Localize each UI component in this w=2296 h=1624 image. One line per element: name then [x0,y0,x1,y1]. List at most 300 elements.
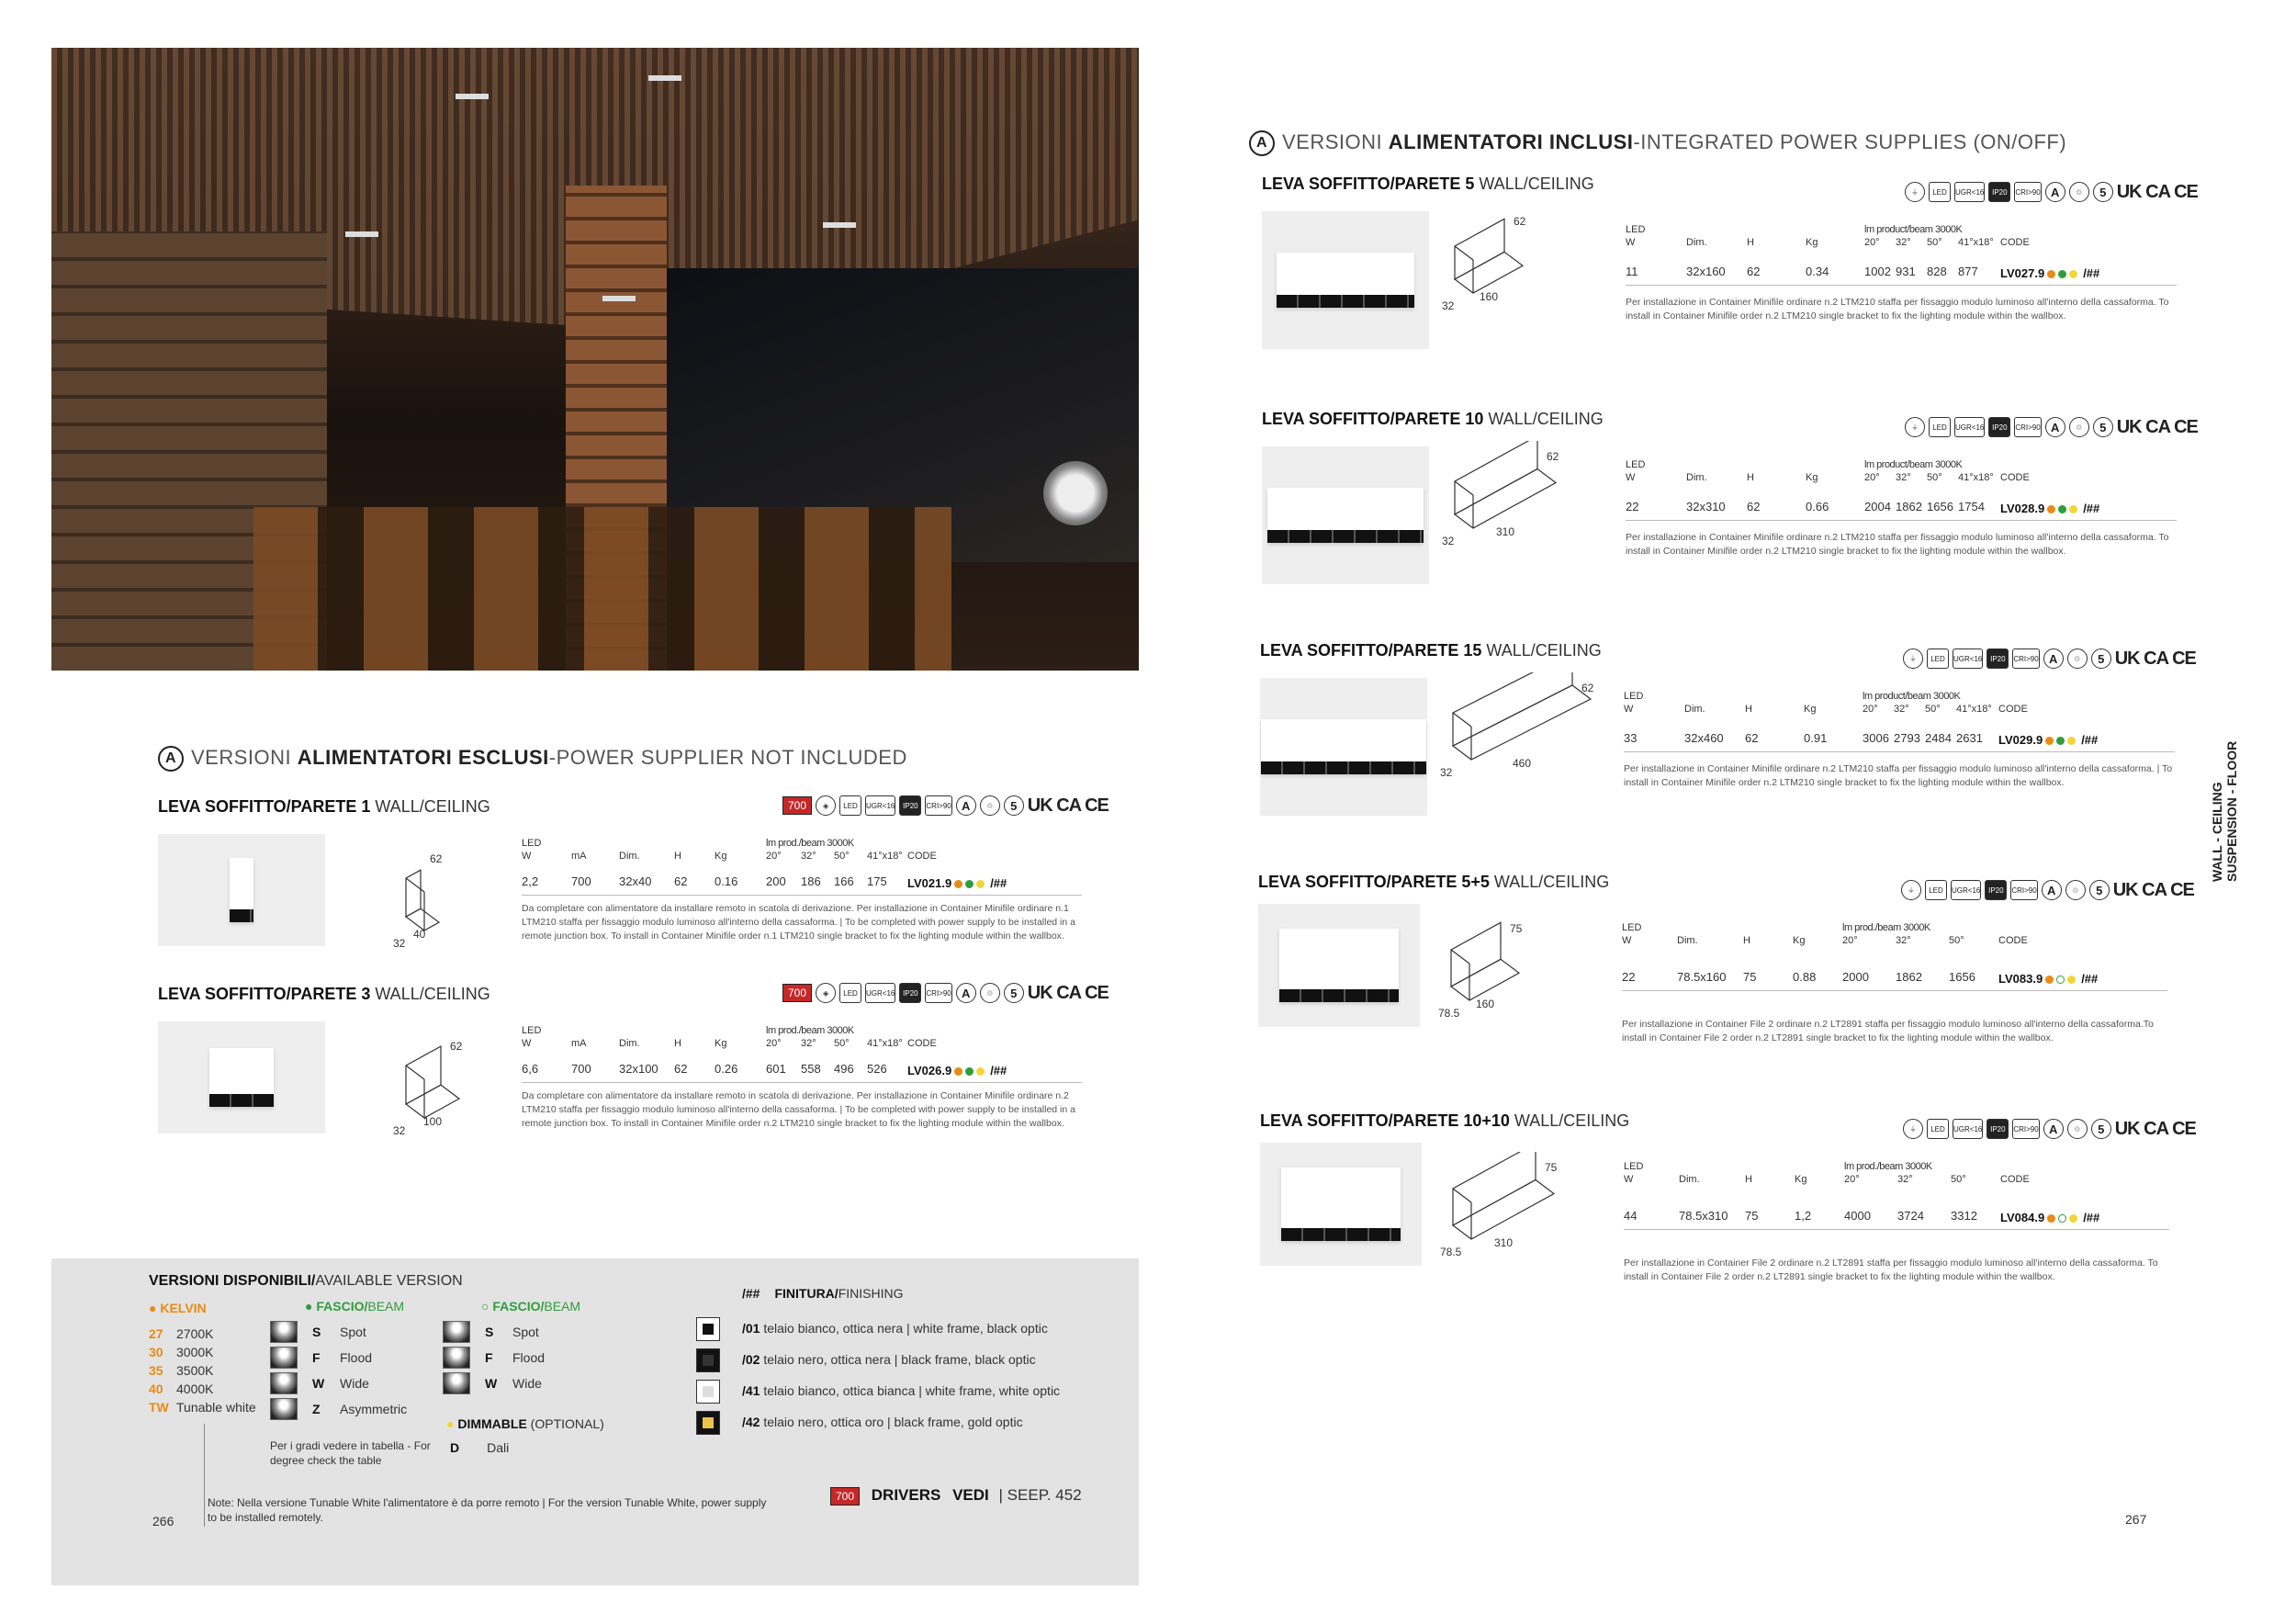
finish-suffix: /## [2083,1211,2100,1224]
option-code: 35 [149,1363,163,1378]
product-title [158,985,490,1004]
cert-icon: IP20 [1986,1119,2009,1139]
col-led: LED [1624,1161,1644,1172]
cert-icon: ♲ [980,983,1000,1003]
certification-icons [1905,417,2198,437]
available-versions-panel [51,1258,1139,1585]
option-text: 3500K [176,1363,214,1378]
cell-h: 62 [674,874,688,888]
cert-icon: ◈ [816,795,836,816]
cert-icon: CE [2172,648,2196,669]
option-code: 40 [149,1382,163,1396]
product-subtitle: WALL/CEILING [1481,641,1602,660]
product-title [1262,410,1604,429]
lamp-body [209,1048,274,1107]
lamp-optics [1281,1228,1401,1241]
product-subtitle: WALL/CEILING [1509,1111,1630,1130]
col-header-h: H [1743,935,1750,946]
lamp-optics [209,1094,274,1107]
col-header-kg: Kg [1804,704,1817,715]
col-header-code: CODE [907,1038,937,1049]
dim-width: 32 [393,1124,406,1137]
cell-b50: 2484 [1925,731,1952,745]
col-led: LED [1626,224,1646,235]
option-code: S [312,1325,321,1339]
col-header-dim: Dim. [619,851,640,862]
option-row [485,1325,539,1339]
option-row [149,1400,256,1415]
cert-icon: A [2045,417,2065,437]
cert-icon: LED [1927,648,1949,669]
cell-h: 75 [1743,970,1757,984]
section-title-excluded: A VERSIONI ALIMENTATORI ESCLUSI-POWER SUPPLIER NOT INCLUDED [158,746,907,772]
dimmable-dali: D Dali [450,1440,510,1455]
lamp-optics [1279,989,1399,1002]
product-name: LEVA SOFFITTO/PARETE 10 [1262,410,1484,428]
option-row [149,1326,213,1341]
col-header-h: H [1745,704,1752,715]
installation-note: Da completare con alimentatore da installare remoto in scatola di derivazione. Per installazione in Container Minifile ordinare n.1 LTM210 staffa per fissaggio modulo luminoso all'interno della cassaforma. | To be completed with power supply to be installed in a remote junction box. To install in Container Minifile order n.1 LTM210 single bracket to fix the lighting module within the wallbox. [522,903,1075,942]
col-header-b20: 20° [1864,237,1880,248]
certification-icons [782,795,1109,816]
cert-icon: 5 [2093,417,2113,437]
color-dot [2069,505,2077,513]
col-header-w: W [1622,935,1632,946]
technical-drawing [1444,672,1637,792]
color-dot [2058,1214,2066,1223]
col-header-b32: 32° [801,851,816,862]
option-code: S [485,1325,494,1339]
product-title [1260,641,1602,660]
finish-suffix: /## [990,1064,1007,1077]
col-header-code: CODE [2000,1174,2030,1185]
dim-height: 62 [1547,450,1559,463]
lamp-optics [1267,530,1424,543]
product-code-value: LV083.9 [1998,972,2043,986]
col-lumen: lm prod./beam 3000K [766,838,854,849]
col-header-h: H [674,851,681,862]
cert-icon: CE [1085,795,1109,816]
cell-dim: 32x460 [1684,731,1724,745]
finish-text: telaio bianco, ottica bianca | white frame, white optic [760,1383,1061,1398]
col-header-code: CODE [907,851,937,862]
color-dot [976,880,985,888]
product-thumbnail [1258,904,1420,1027]
cell-kg: 0.91 [1804,731,1828,745]
color-dot [2067,737,2076,745]
finish-optic [703,1417,714,1428]
cell-b20: 601 [766,1062,786,1076]
finish-optic [703,1324,714,1335]
option-row [149,1363,213,1378]
section-title-included: A VERSIONI ALIMENTATORI INCLUSI-INTEGRATED POWER SUPPLIES (ON/OFF) [1249,130,2066,156]
product-code [1998,972,2098,986]
col-header-dim: Dim. [1686,237,1707,248]
col-header-b32: 32° [1894,704,1909,715]
col-header-b32: 32° [801,1038,816,1049]
product-name: LEVA SOFFITTO/PARETE 15 [1260,641,1482,660]
finish-suffix: /## [2081,733,2099,747]
product-title [1258,873,1609,892]
color-dot [2045,737,2054,745]
col-header-code: CODE [1998,704,2028,715]
option-code: 27 [149,1326,163,1341]
cell-b50: 1656 [1949,970,1975,984]
cell-kg: 0.34 [1806,265,1829,278]
table-rule [522,1082,1082,1083]
col-header-h: H [1745,1174,1752,1185]
product-thumbnail [1262,446,1429,584]
cell-b41: 1754 [1958,500,1985,513]
beam-shape-icon [270,1398,298,1420]
col-header-dim: Dim. [619,1038,640,1049]
option-row [149,1345,213,1359]
cert-icon: IP20 [1985,880,2007,900]
product-code-value: LV026.9 [907,1064,952,1077]
product-code-value: LV028.9 [2000,502,2045,515]
finish-text: telaio nero, ottica nera | black frame, black optic [760,1352,1036,1367]
col-header-h: H [1747,237,1754,248]
finish-text: telaio nero, ottica oro | black frame, gold optic [760,1415,1023,1429]
cell-b20: 1002 [1864,265,1891,278]
col-header-b20: 20° [1864,472,1880,483]
cell-b32: 931 [1896,265,1916,278]
side-tab: WALL - CEILING SUSPENSION - FLOOR [2210,740,2239,882]
cell-b32: 1862 [1896,500,1922,513]
col-header-kg: Kg [1795,1174,1807,1185]
table-rule [1626,520,2177,521]
cert-icon: UK CA [1027,983,1082,1003]
cert-icon: A [2042,880,2062,900]
finish-code: /02 [742,1352,760,1367]
option-row [312,1325,366,1339]
product-code [2000,266,2099,280]
cert-icon: UGR<16 [1951,880,1981,900]
color-dot [2056,737,2065,745]
color-dot [2069,1214,2077,1223]
col-header-b50: 50° [1951,1174,1966,1185]
certification-icons [782,983,1109,1003]
col-header-dim: Dim. [1677,935,1698,946]
table-rule [1626,285,2177,286]
product-name: LEVA SOFFITTO/PARETE 10+10 [1260,1111,1510,1130]
col-led: LED [522,1025,542,1036]
cell-b20: 4000 [1844,1209,1871,1223]
cert-icon: A [956,983,976,1003]
cert-icon: ⏚ [1903,1119,1923,1139]
col-header-code: CODE [2000,237,2030,248]
option-text: Flood [512,1350,546,1365]
cert-icon: CE [2174,417,2198,437]
cell-w: 6,6 [522,1062,539,1076]
finish-optic [703,1355,714,1366]
dim-length: 460 [1513,757,1532,770]
color-dot [2045,976,2054,984]
product-thumbnail [158,1021,325,1133]
col-header-kg: Kg [1806,472,1818,483]
option-text: Tunable white [176,1400,256,1415]
cell-w: 33 [1624,731,1638,745]
col-header-ma: mA [571,851,587,862]
product-subtitle: WALL/CEILING [1483,410,1604,428]
beam-shape-icon [270,1347,298,1369]
certification-icons [1905,182,2198,202]
cert-icon: IP20 [899,983,921,1003]
cell-w: 22 [1626,500,1639,513]
cert-icon: CRI>90 [925,795,951,816]
cert-icon: ♲ [2065,880,2086,900]
color-dot [976,1067,985,1076]
cell-b50: 166 [834,874,854,888]
col-lumen: lm product/beam 3000K [1864,224,1963,235]
cell-b20: 2000 [1842,970,1869,984]
cell-b32: 186 [801,874,821,888]
color-dot [954,1067,962,1076]
lamp-body [1281,1167,1401,1241]
technical-drawing [1444,1152,1600,1271]
color-dot [2047,1214,2055,1223]
option-row [312,1350,372,1365]
col-header-b41: 41°x18° [867,851,903,862]
product-thumbnail [158,834,325,946]
option-text: Flood [340,1350,373,1365]
dim-height: 62 [1581,682,1594,694]
lamp-body [1267,488,1424,543]
col-header-b50: 50° [1927,237,1942,248]
col-header-b32: 32° [1896,935,1911,946]
cell-w: 44 [1624,1209,1638,1223]
cell-b20: 2004 [1864,500,1891,513]
lamp-body [1277,253,1414,308]
col-header-b32: 32° [1896,472,1911,483]
col-header-b41: 41°x18° [867,1038,903,1049]
finish-suffix: /## [990,876,1007,890]
cert-icon: LED [839,983,861,1003]
cell-b50: 496 [834,1062,854,1076]
col-lumen: lm product/beam 3000K [1863,691,1961,702]
cert-icon: CRI>90 [925,983,951,1003]
product-thumbnail [1260,1143,1422,1266]
cert-icon: 5 [2091,1119,2111,1139]
product-name: LEVA SOFFITTO/PARETE 1 [158,797,371,816]
option-code: W [312,1376,325,1391]
cell-b41: 526 [867,1062,887,1076]
cell-dim: 78.5x160 [1677,970,1727,984]
cert-icon: CRI>90 [2012,648,2039,669]
col-header-dim: Dim. [1686,472,1707,483]
col-header-kg: Kg [1793,935,1806,946]
beam-heading-2: ○ FASCIO/BEAM [481,1299,581,1314]
cell-ma: 700 [571,874,591,888]
cell-w: 2,2 [522,874,539,888]
beam-shape-icon [443,1372,470,1394]
cell-w: 22 [1622,970,1636,984]
page-number-left: 266 [152,1514,174,1528]
dim-length: 100 [423,1115,443,1128]
col-lumen: lm prod./beam 3000K [1842,922,1930,933]
ac-icon: A [1249,130,1275,156]
cert-icon: IP20 [1988,182,2010,202]
product-name: LEVA SOFFITTO/PARETE 5 [1262,175,1475,193]
dim-height: 75 [1510,922,1523,935]
cert-icon: ⏚ [1901,880,1921,900]
col-header-w: W [1624,1174,1634,1185]
certification-icons [1903,648,2196,669]
finish-text: telaio bianco, ottica nera | white frame, black optic [760,1321,1048,1336]
col-header-kg: Kg [715,1038,727,1049]
restaurant-photo [51,48,1139,671]
degree-note: Per i gradi vedere in tabella - For degree check the table [270,1439,431,1467]
cert-icon: A [2043,1119,2064,1139]
option-text: 2700K [176,1326,214,1341]
cert-icon: 5 [2091,648,2111,669]
page-number-right: 267 [2125,1512,2147,1527]
finish-heading: /## FINITURA/FINISHING [742,1286,904,1301]
cert-icon: LED [1927,1119,1949,1139]
certification-icons [1901,880,2194,900]
col-header-w: W [522,851,532,862]
col-led: LED [522,838,542,849]
lamp-body [1261,719,1426,774]
product-code [907,876,1007,890]
col-header-b50: 50° [1925,704,1941,715]
cert-icon: UK CA [1027,795,1082,816]
cert-icon: ♲ [2069,417,2089,437]
color-dot [2058,505,2066,513]
table-rule [1624,1229,2169,1230]
technical-drawing [1446,206,1569,325]
dim-height: 75 [1545,1161,1558,1174]
cert-icon: UGR<16 [1954,182,1985,202]
option-code: F [485,1350,493,1365]
col-header-w: W [1624,704,1634,715]
dim-length: 40 [413,928,426,941]
cell-b32: 2793 [1894,731,1920,745]
product-name: LEVA SOFFITTO/PARETE 3 [158,985,371,1003]
cell-b20: 3006 [1863,731,1889,745]
col-header-dim: Dim. [1684,704,1705,715]
cell-kg: 0.66 [1806,500,1829,513]
installation-note: Per installazione in Container Minifile ordinare n.2 LTM210 staffa per fissaggio modulo luminoso all'interno della cassaforma. To install in Container Minifile order n.2 LTM210 single bracket to fix the lighting module within the wallbox. [1626,297,2169,321]
option-code: F [312,1350,321,1365]
beam-shape-icon [443,1321,470,1343]
finish-code: /01 [742,1321,760,1336]
cert-icon: LED [1929,182,1951,202]
cert-icon: CRI>90 [2014,417,2041,437]
cell-h: 62 [1747,500,1761,513]
col-header-b20: 20° [766,851,782,862]
option-text: Spot [340,1325,366,1339]
cell-kg: 0.26 [715,1062,738,1076]
option-row [485,1376,542,1391]
product-subtitle: WALL/CEILING [370,985,490,1003]
finish-row [742,1352,1036,1367]
color-dot [954,880,962,888]
cert-icon: ⏚ [1905,182,1925,202]
cert-icon: IP20 [1986,648,2009,669]
col-header-b20: 20° [766,1038,782,1049]
product-title [158,797,490,817]
cert-icon: 5 [2089,880,2110,900]
tunable-white-note: Note: Nella versione Tunable White l'alimentatore è da porre remoto | For the version Tunable White, power supply to be installed remotely. [208,1496,767,1524]
dim-height: 62 [430,852,443,865]
option-row [149,1382,213,1396]
product-title [1260,1111,1629,1131]
cell-b41: 877 [1958,265,1978,278]
product-thumbnail [1260,678,1427,816]
dim-width: 32 [1442,535,1455,547]
option-code: TW [149,1400,169,1415]
cell-b20: 200 [766,874,786,888]
col-header-b50: 50° [834,1038,850,1049]
drivers-reference[interactable]: 700 DRIVERS VEDI | SEEP. 452 [830,1486,1082,1505]
installation-note: Per installazione in Container File 2 ordinare n.2 LT2891 staffa per fissaggio modulo luminoso all'interno della cassaforma. To install in Container File 2 order n.2 LT2891 single bracket to fix the lighting module within the wallbox. [1624,1257,2158,1282]
col-header-b50: 50° [834,851,850,862]
col-header-ma: mA [571,1038,587,1049]
table-rule [1622,990,2167,991]
dim-height: 62 [1514,215,1526,228]
option-text: 4000K [176,1382,214,1396]
col-header-kg: Kg [715,851,727,862]
finish-suffix: /## [2083,266,2100,280]
cell-h: 62 [1747,265,1761,278]
option-code: 30 [149,1345,163,1359]
cert-icon: CE [2172,1119,2196,1139]
cert-icon: 5 [1004,795,1024,816]
cert-icon: LED [1929,417,1951,437]
cert-icon: UGR<16 [1953,1119,1983,1139]
cert-icon: IP20 [1988,417,2010,437]
cell-kg: 0.16 [715,874,738,888]
option-text: 3000K [176,1345,214,1359]
lamp-body [230,858,253,922]
cert-icon: UK CA [2112,880,2167,900]
col-header-h: H [674,1038,681,1049]
finish-swatch [696,1380,720,1404]
finish-row [742,1383,1060,1398]
dim-length: 160 [1476,998,1495,1010]
cert-icon: UGR<16 [1953,648,1983,669]
option-text: Wide [512,1376,542,1391]
product-thumbnail [1262,211,1429,349]
beam-shape-icon [270,1321,298,1343]
cell-dim: 32x100 [619,1062,658,1076]
finish-code: /42 [742,1415,760,1429]
beam-heading-1: ● FASCIO/BEAM [305,1299,405,1314]
kelvin-heading: ● KELVIN [149,1301,207,1315]
cell-h: 75 [1745,1209,1759,1223]
cell-h: 62 [1745,731,1759,745]
cert-icon: LED [839,795,861,816]
option-text: Asymmetric [340,1402,408,1416]
lamp-body [1279,929,1399,1002]
col-header-w: W [1626,237,1636,248]
product-code-value: LV084.9 [2000,1211,2045,1224]
cert-icon: ♲ [980,795,1000,816]
col-header-w: W [522,1038,532,1049]
dim-width: 32 [1442,299,1455,312]
cell-kg: 1,2 [1795,1209,1812,1223]
cell-dim: 32x40 [619,874,652,888]
cert-icon: UK CA [2116,182,2171,202]
product-subtitle: WALL/CEILING [1474,175,1594,193]
installation-note: Per installazione in Container Minifile ordinare n.2 LTM210 staffa per fissaggio modulo luminoso all'interno della cassaforma. To install in Container Minifile order n.2 LTM210 single bracket to fix the lighting module within the wallbox. [1626,532,2169,557]
color-dot [2058,270,2066,278]
cert-icon: ♲ [2067,648,2088,669]
cell-w: 11 [1626,265,1638,278]
cell-b50: 3312 [1951,1209,1977,1223]
finish-swatch [696,1411,720,1435]
